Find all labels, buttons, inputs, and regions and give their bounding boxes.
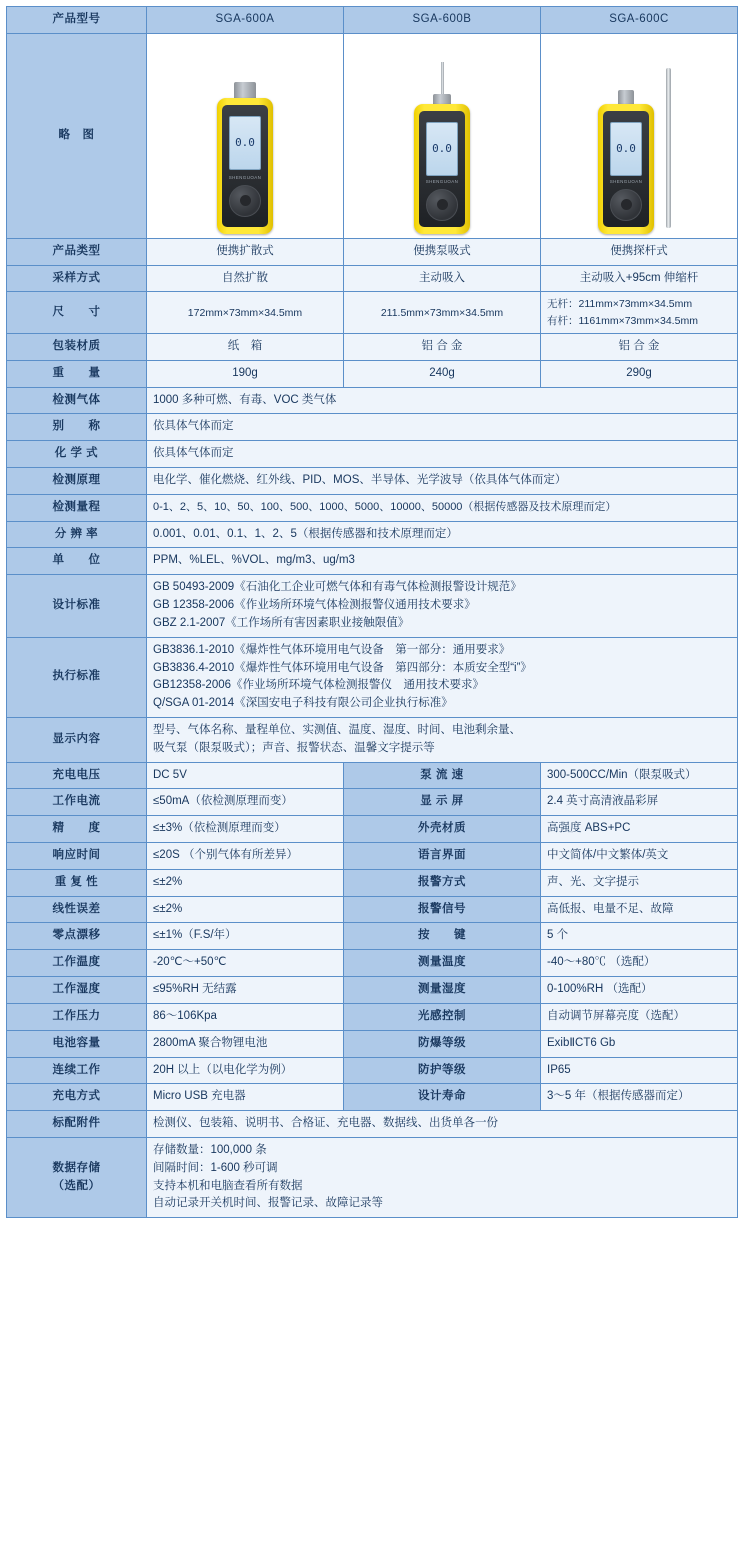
extension-probe-icon <box>666 68 671 228</box>
data-storage-line-1: 存储数量：100,000 条 <box>153 1143 267 1156</box>
table-row <box>7 238 738 265</box>
cell-dimensions-a: 172mm×73mm×34.5mm <box>147 292 344 334</box>
cell-packing-b: 铝 合 金 <box>344 333 541 360</box>
device-keypad <box>610 189 642 221</box>
cell-weight-b: 240g <box>344 360 541 387</box>
row-label-zero-drift: 零点漂移 <box>7 923 147 950</box>
row-label-display-screen: 显 示 屏 <box>344 789 541 816</box>
row-label-weight: 重 量 <box>7 360 147 387</box>
table-row <box>7 950 738 977</box>
column-header-c: SGA-600C <box>541 7 738 34</box>
table-row <box>7 414 738 441</box>
table-row <box>7 333 738 360</box>
design-standard-line-1: GB 50493-2009《石油化工企业可燃气体和有毒气体检测报警设计规范》 <box>153 581 522 594</box>
device-body <box>414 104 470 234</box>
row-label-design-standard: 设计标准 <box>7 575 147 637</box>
cell-measure-temp: -40～+80℃ （选配） <box>541 950 738 977</box>
cell-working-current: ≤50mA（依检测原理而变） <box>147 789 344 816</box>
row-label-language: 语言界面 <box>344 843 541 870</box>
table-row <box>7 468 738 495</box>
row-label-design-life: 设计寿命 <box>344 1084 541 1111</box>
cell-zero-drift: ≤±1%（F.S/年） <box>147 923 344 950</box>
cell-principle: 电化学、催化燃烧、红外线、PID、MOS、半导体、光学波导（依具体气体而定） <box>147 468 738 495</box>
device-body <box>217 98 273 234</box>
display-content-line-2: 吸气泵（限泵吸式）；声音、报警状态、温馨文字提示等 <box>153 741 435 754</box>
dimensions-c-line1: 无杆：211mm×73mm×34.5mm <box>547 298 693 311</box>
cell-alarm-signal: 高低报、电量不足、故障 <box>541 896 738 923</box>
cell-display-content <box>147 717 738 762</box>
row-label-battery-capacity: 电池容量 <box>7 1030 147 1057</box>
table-row-accessories <box>7 1111 738 1138</box>
cell-weight-a: 190g <box>147 360 344 387</box>
table-row-data-storage <box>7 1137 738 1217</box>
cell-working-pressure: 86～106Kpa <box>147 1003 344 1030</box>
data-storage-label-line2: （选配） <box>52 1179 101 1192</box>
cell-alarm-mode: 声、光、文字提示 <box>541 869 738 896</box>
table-row <box>7 1057 738 1084</box>
dimensions-c-line2: 有杆：1161mm×73mm×34.5mm <box>547 314 698 327</box>
design-standard-line-3: GBZ 2.1-2007《工作场所有害因素职业接触限值》 <box>153 616 410 629</box>
cell-alias: 依具体气体而定 <box>147 414 738 441</box>
row-label-resolution: 分 辨 率 <box>7 521 147 548</box>
row-label-data-storage <box>7 1137 147 1217</box>
row-label-pump-flow: 泵 流 速 <box>344 762 541 789</box>
cell-range: 0-1、2、5、10、50、100、500、1000、5000、10000、50000（根据传感器及技术原理而定） <box>147 494 738 521</box>
table-row <box>7 816 738 843</box>
table-row-model <box>7 7 738 34</box>
table-row <box>7 265 738 292</box>
device-brand-label: SHENGUOAN <box>609 178 643 184</box>
product-spec-table <box>6 6 738 1218</box>
row-label-shell-material: 外壳材质 <box>344 816 541 843</box>
cell-measure-humidity: 0-100%RH （选配） <box>541 977 738 1004</box>
table-row-image <box>7 33 738 238</box>
data-storage-line-3: 支持本机和电脑查看所有数据 <box>153 1179 303 1192</box>
exec-standard-line-3: GB12358-2006《作业场所环境气体检测报警仪 通用技术要求》 <box>153 679 485 692</box>
cell-formula: 依具体气体而定 <box>147 441 738 468</box>
row-label-response-time: 响应时间 <box>7 843 147 870</box>
table-row <box>7 494 738 521</box>
table-row <box>7 360 738 387</box>
row-label-continuous-work: 连续工作 <box>7 1057 147 1084</box>
cell-shell-material: 高强度 ABS+PC <box>541 816 738 843</box>
table-row <box>7 548 738 575</box>
device-image-b <box>344 33 541 238</box>
cell-data-storage <box>147 1137 738 1217</box>
row-label-accessories: 标配附件 <box>7 1111 147 1138</box>
device-keypad <box>426 189 458 221</box>
data-storage-line-4: 自动记录开关机时间、报警记录、故障记录等 <box>153 1197 383 1210</box>
table-row <box>7 292 738 334</box>
cell-sampling-c: 主动吸入+95cm 伸缩杆 <box>541 265 738 292</box>
table-row-design-standard <box>7 575 738 637</box>
exec-standard-line-1: GB3836.1-2010《爆炸性气体环境用电气设备 第一部分：通用要求》 <box>153 643 511 656</box>
cell-display-screen: 2.4 英寸高清液晶彩屏 <box>541 789 738 816</box>
row-label-linearity-error: 线性误差 <box>7 896 147 923</box>
cell-product-type-a: 便携扩散式 <box>147 238 344 265</box>
cell-unit: PPM、%LEL、%VOL、mg/m3、ug/m3 <box>147 548 738 575</box>
exec-standard-line-2: GB3836.4-2010《爆炸性气体环境用电气设备 第四部分：本质安全型“i”》 <box>153 661 532 674</box>
table-row <box>7 789 738 816</box>
device-image-c <box>541 33 738 238</box>
table-row <box>7 977 738 1004</box>
data-storage-line-2: 间隔时间：1-600 秒可调 <box>153 1161 278 1174</box>
row-label-unit: 单 位 <box>7 548 147 575</box>
cell-working-temp: -20℃～+50℃ <box>147 950 344 977</box>
row-label-repeatability: 重 复 性 <box>7 869 147 896</box>
table-row <box>7 521 738 548</box>
cell-design-standard <box>147 575 738 637</box>
row-label-alarm-signal: 报警信号 <box>344 896 541 923</box>
cell-charge-mode: Micro USB 充电器 <box>147 1084 344 1111</box>
row-label-image: 略 图 <box>7 33 147 238</box>
row-label-keys: 按 键 <box>344 923 541 950</box>
row-label-principle: 检测原理 <box>7 468 147 495</box>
device-screen <box>610 122 642 176</box>
cell-explosion-level: ExibⅡCT6 Gb <box>541 1030 738 1057</box>
row-label-charge-voltage: 充电电压 <box>7 762 147 789</box>
device-brand-label: SHENGUOAN <box>425 178 459 184</box>
row-label-light-control: 光感控制 <box>344 1003 541 1030</box>
display-content-line-1: 型号、气体名称、量程单位、实测值、温度、湿度、时间、电池剩余量、 <box>153 723 521 736</box>
row-label-charge-mode: 充电方式 <box>7 1084 147 1111</box>
row-label-model: 产品型号 <box>7 7 147 34</box>
device-screen <box>229 116 261 170</box>
cell-weight-c: 290g <box>541 360 738 387</box>
device-body <box>598 104 654 234</box>
row-label-explosion-level: 防爆等级 <box>344 1030 541 1057</box>
table-row <box>7 762 738 789</box>
row-label-range: 检测量程 <box>7 494 147 521</box>
row-label-dimensions: 尺 寸 <box>7 292 147 334</box>
device-screen <box>426 122 458 176</box>
exec-standard-line-4: Q/SGA 01-2014《深国安电子科技有限公司企业执行标准》 <box>153 697 453 710</box>
table-row <box>7 869 738 896</box>
cell-packing-c: 铝 合 金 <box>541 333 738 360</box>
cell-detect-gas: 1000 多种可燃、有毒、VOC 类气体 <box>147 387 738 414</box>
table-row <box>7 387 738 414</box>
row-label-packing: 包装材质 <box>7 333 147 360</box>
cell-language: 中文简体/中文繁体/英文 <box>541 843 738 870</box>
cell-sampling-b: 主动吸入 <box>344 265 541 292</box>
table-row <box>7 441 738 468</box>
table-row-display-content <box>7 717 738 762</box>
cell-product-type-b: 便携泵吸式 <box>344 238 541 265</box>
cell-response-time: ≤20S （个别气体有所差异） <box>147 843 344 870</box>
row-label-formula: 化 学 式 <box>7 441 147 468</box>
row-label-measure-temp: 测量温度 <box>344 950 541 977</box>
cell-product-type-c: 便携探杆式 <box>541 238 738 265</box>
cell-design-life: 3～5 年（根据传感器而定） <box>541 1084 738 1111</box>
screen-reading: 0.0 <box>432 142 452 156</box>
cell-keys: 5 个 <box>541 923 738 950</box>
cell-protection-level: IP65 <box>541 1057 738 1084</box>
screen-reading: 0.0 <box>616 142 636 156</box>
row-label-measure-humidity: 测量湿度 <box>344 977 541 1004</box>
row-label-product-type: 产品类型 <box>7 238 147 265</box>
row-label-alarm-mode: 报警方式 <box>344 869 541 896</box>
cell-sampling-a: 自然扩散 <box>147 265 344 292</box>
cell-packing-a: 纸 箱 <box>147 333 344 360</box>
cell-resolution: 0.001、0.01、0.1、1、2、5（根据传感器和技术原理而定） <box>147 521 738 548</box>
cell-repeatability: ≤±2% <box>147 869 344 896</box>
row-label-accuracy: 精 度 <box>7 816 147 843</box>
table-row <box>7 923 738 950</box>
table-row <box>7 843 738 870</box>
cell-exec-standard <box>147 637 738 717</box>
row-label-protection-level: 防护等级 <box>344 1057 541 1084</box>
table-row <box>7 1003 738 1030</box>
row-label-working-pressure: 工作压力 <box>7 1003 147 1030</box>
row-label-working-humidity: 工作湿度 <box>7 977 147 1004</box>
device-image-a <box>147 33 344 238</box>
cell-pump-flow: 300-500CC/Min（限泵吸式） <box>541 762 738 789</box>
column-header-b: SGA-600B <box>344 7 541 34</box>
row-label-working-temp: 工作温度 <box>7 950 147 977</box>
row-label-working-current: 工作电流 <box>7 789 147 816</box>
row-label-sampling: 采样方式 <box>7 265 147 292</box>
row-label-display-content: 显示内容 <box>7 717 147 762</box>
data-storage-label-line1: 数据存储 <box>52 1161 101 1174</box>
row-label-detect-gas: 检测气体 <box>7 387 147 414</box>
cell-battery-capacity: 2800mA 聚合物锂电池 <box>147 1030 344 1057</box>
table-row <box>7 896 738 923</box>
device-keypad <box>229 185 261 217</box>
row-label-exec-standard: 执行标准 <box>7 637 147 717</box>
table-row <box>7 1084 738 1111</box>
design-standard-line-2: GB 12358-2006《作业场所环境气体检测报警仪通用技术要求》 <box>153 599 476 612</box>
cell-continuous-work: 20H 以上（以电化学为例） <box>147 1057 344 1084</box>
cell-light-control: 自动调节屏幕亮度（选配） <box>541 1003 738 1030</box>
cell-dimensions-c <box>541 292 738 334</box>
cell-working-humidity: ≤95%RH 无结露 <box>147 977 344 1004</box>
cell-dimensions-b: 211.5mm×73mm×34.5mm <box>344 292 541 334</box>
table-row-exec-standard <box>7 637 738 717</box>
cell-linearity-error: ≤±2% <box>147 896 344 923</box>
row-label-alias: 别 称 <box>7 414 147 441</box>
device-brand-label: SHENGUOAN <box>228 174 262 180</box>
cell-charge-voltage: DC 5V <box>147 762 344 789</box>
pump-needle-icon <box>441 62 444 98</box>
cell-accuracy: ≤±3%（依检测原理而变） <box>147 816 344 843</box>
cell-accessories: 检测仪、包装箱、说明书、合格证、充电器、数据线、出货单各一份 <box>147 1111 738 1138</box>
column-header-a: SGA-600A <box>147 7 344 34</box>
table-row <box>7 1030 738 1057</box>
screen-reading: 0.0 <box>235 136 255 150</box>
